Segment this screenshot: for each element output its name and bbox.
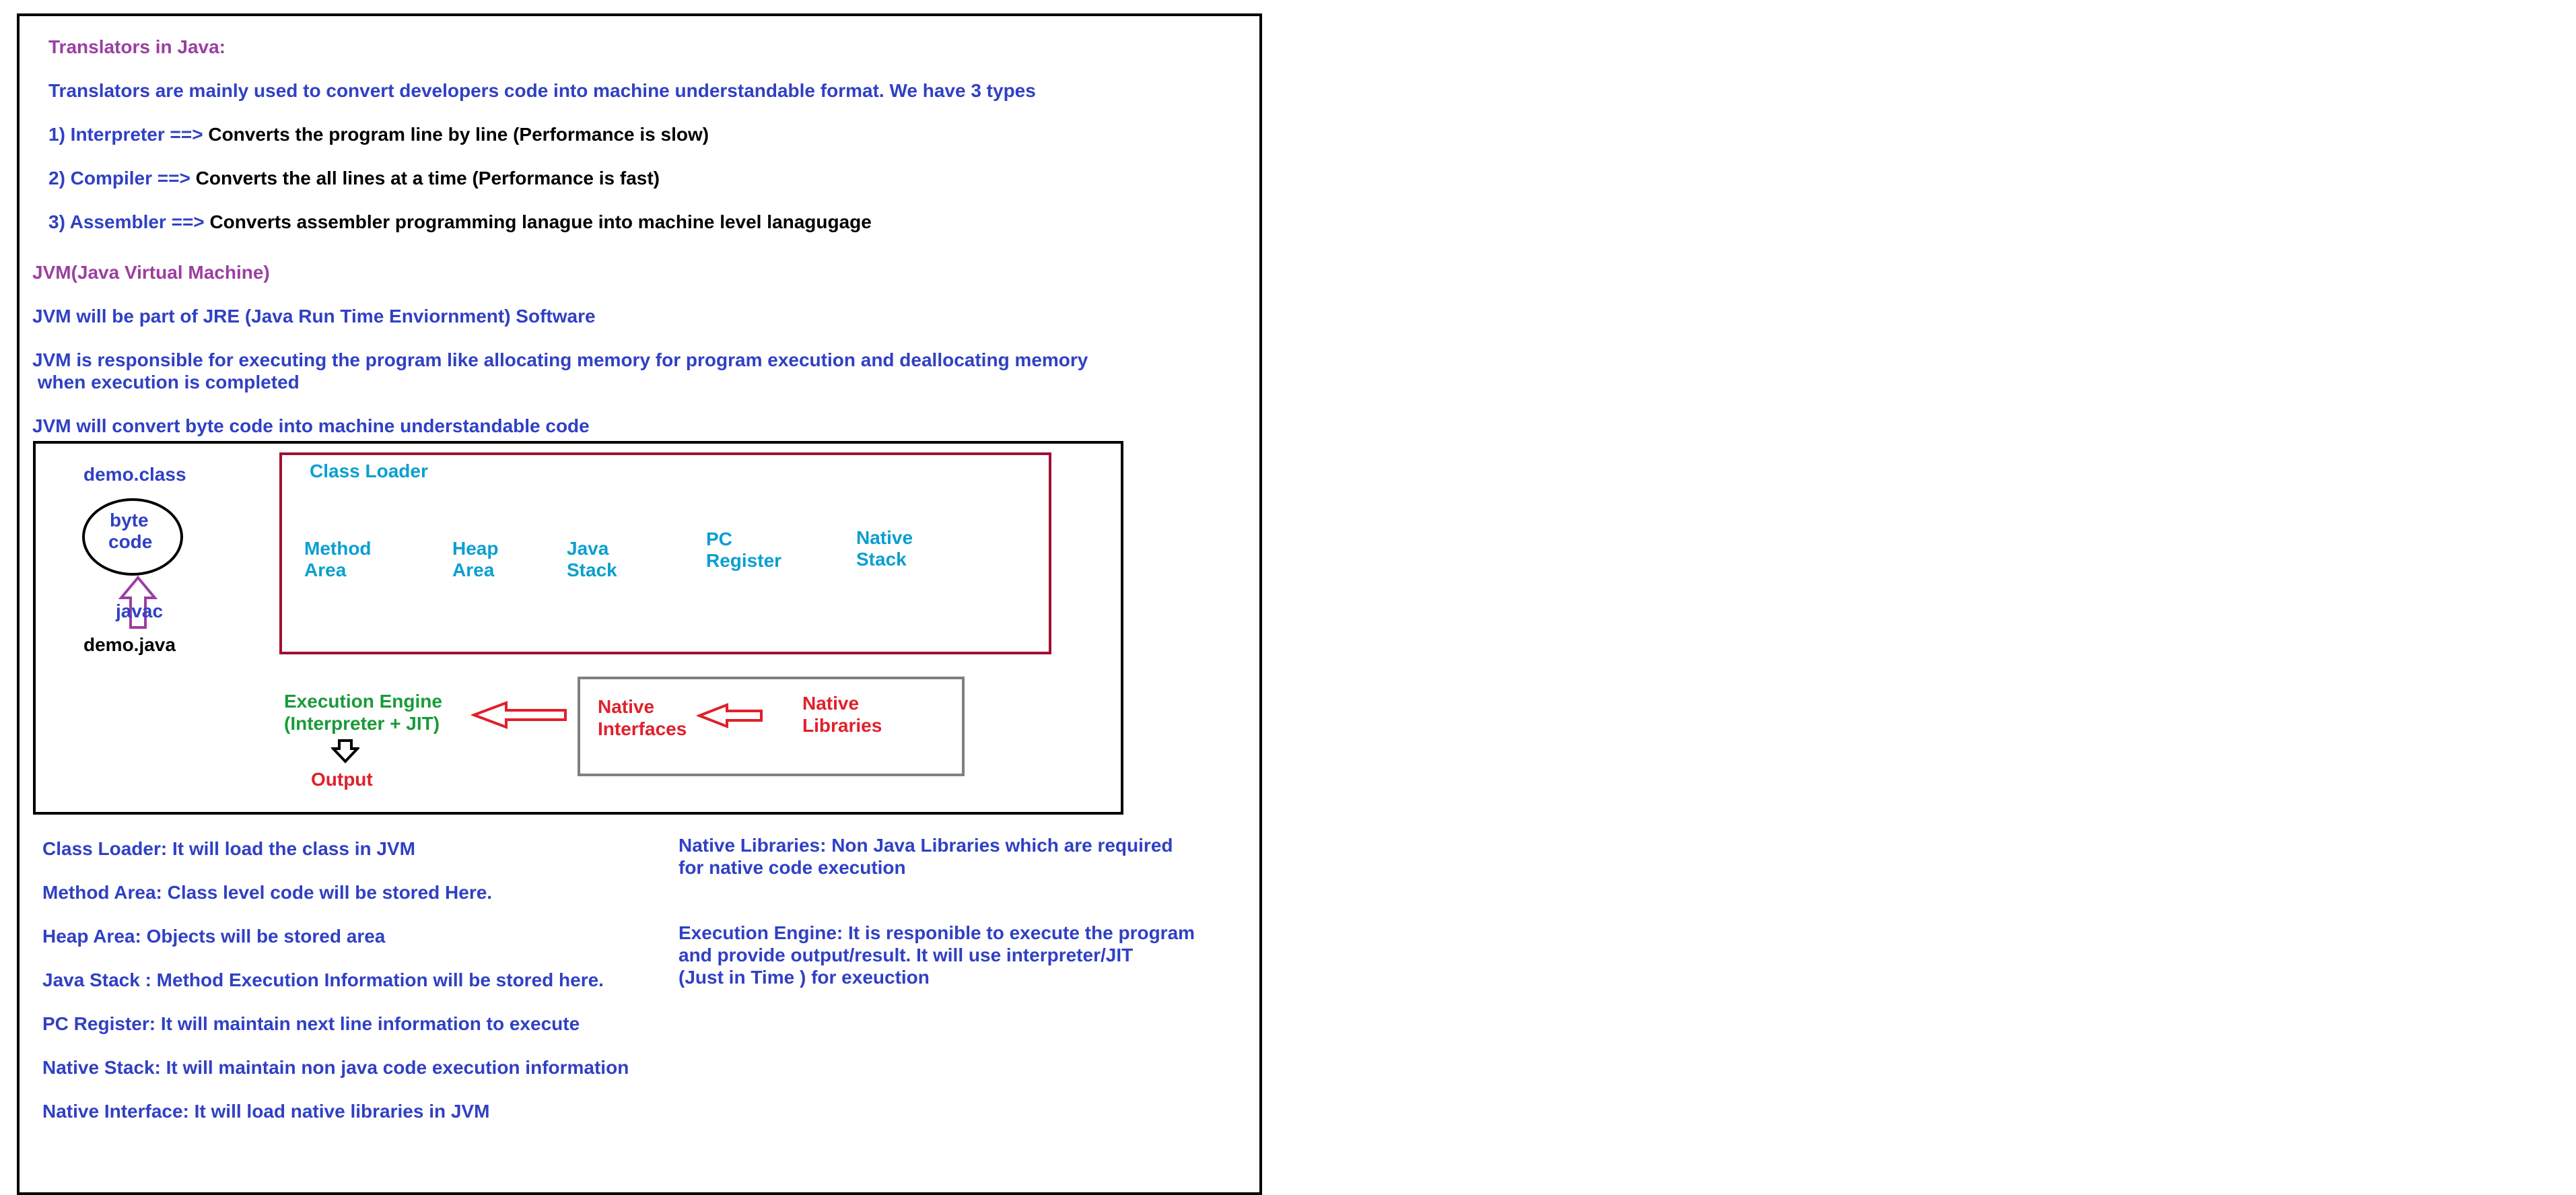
class-loader-title: Class Loader xyxy=(310,460,428,481)
libraries-to-interfaces-arrow-icon xyxy=(697,702,764,729)
pc-register-line-1: PC xyxy=(706,528,732,549)
java-stack-line-1: Java xyxy=(567,538,609,559)
translators-intro: Translators are mainly used to convert developers code into machine understandable format. We have 3 types xyxy=(48,80,1036,101)
demo-class-label: demo.class xyxy=(83,464,186,485)
output-label: Output xyxy=(311,769,373,790)
translator-type-1 xyxy=(48,125,709,145)
jvm-title: JVM(Java Virtual Machine) xyxy=(32,262,270,283)
byte-code-line-1: byte xyxy=(110,510,149,531)
heap-area-line-2: Area xyxy=(452,559,495,580)
definition-heap-area: Heap Area: Objects will be stored area xyxy=(42,926,386,947)
native-interfaces-line-2: Interfaces xyxy=(598,718,687,739)
java-stack-line-2: Stack xyxy=(567,559,617,580)
execution-engine-line-1: Execution Engine xyxy=(284,691,442,712)
javac-label: javac xyxy=(116,601,164,621)
translator-type-label: 3) Assembler ==> xyxy=(48,211,205,232)
translator-type-desc: Converts the program line by line (Performance is slow) xyxy=(208,124,709,145)
definition-execution-engine-line-3: (Just in Time ) for exeuction xyxy=(678,967,930,988)
definition-java-stack: Java Stack : Method Execution Information will be stored here. xyxy=(42,969,604,990)
native-stack-line-1: Native xyxy=(856,527,913,548)
method-area-line-1: Method xyxy=(304,538,372,559)
byte-code-line-2: code xyxy=(108,531,153,552)
jvm-line-3: JVM will convert byte code into machine understandable code xyxy=(32,415,590,436)
native-libraries-line-1: Native xyxy=(802,693,860,714)
definition-pc-register: PC Register: It will maintain next line information to execute xyxy=(42,1013,580,1034)
definition-native-interface: Native Interface: It will load native libraries in JVM xyxy=(42,1101,490,1122)
native-interfaces-line-1: Native xyxy=(598,696,655,717)
definition-class-loader: Class Loader: It will load the class in JVM xyxy=(42,838,415,859)
native-stack-line-2: Stack xyxy=(856,549,907,570)
translator-type-label: 2) Compiler ==> xyxy=(48,168,190,189)
pc-register-line-2: Register xyxy=(706,550,782,571)
jvm-line-2a: JVM is responsible for executing the program like allocating memory for program execution and deallocating memory xyxy=(32,349,1088,370)
output-down-arrow-icon xyxy=(331,739,359,763)
translator-type-desc: Converts assembler programming lanague into machine level lanagugage xyxy=(209,211,872,232)
class-loader-box xyxy=(279,452,1051,654)
definition-native-libraries-line-1: Native Libraries: Non Java Libraries which are required xyxy=(678,835,1173,856)
translator-type-desc: Converts the all lines at a time (Performance is fast) xyxy=(195,168,660,189)
definition-native-stack: Native Stack: It will maintain non java code execution information xyxy=(42,1057,629,1078)
definition-native-libraries-line-2: for native code execution xyxy=(678,857,906,878)
demo-java-label: demo.java xyxy=(83,634,176,655)
translators-title: Translators in Java: xyxy=(48,36,226,57)
jvm-line-1: JVM will be part of JRE (Java Run Time Enviornment) Software xyxy=(32,306,596,327)
definition-execution-engine-line-1: Execution Engine: It is responible to execute the program xyxy=(678,922,1195,943)
translator-type-label: 1) Interpreter ==> xyxy=(48,124,203,145)
native-libraries-line-2: Libraries xyxy=(802,715,882,736)
heap-area-line-1: Heap xyxy=(452,538,499,559)
translator-type-2 xyxy=(48,168,660,189)
definition-execution-engine-line-2: and provide output/result. It will use interpreter/JIT xyxy=(678,945,1134,965)
execution-engine-line-2: (Interpreter + JIT) xyxy=(284,713,440,734)
translator-type-3 xyxy=(48,212,872,233)
method-area-line-2: Area xyxy=(304,559,347,580)
jvm-line-2b: when execution is completed xyxy=(32,372,300,392)
definition-method-area: Method Area: Class level code will be stored Here. xyxy=(42,882,493,903)
interfaces-to-engine-arrow-icon xyxy=(471,700,569,730)
